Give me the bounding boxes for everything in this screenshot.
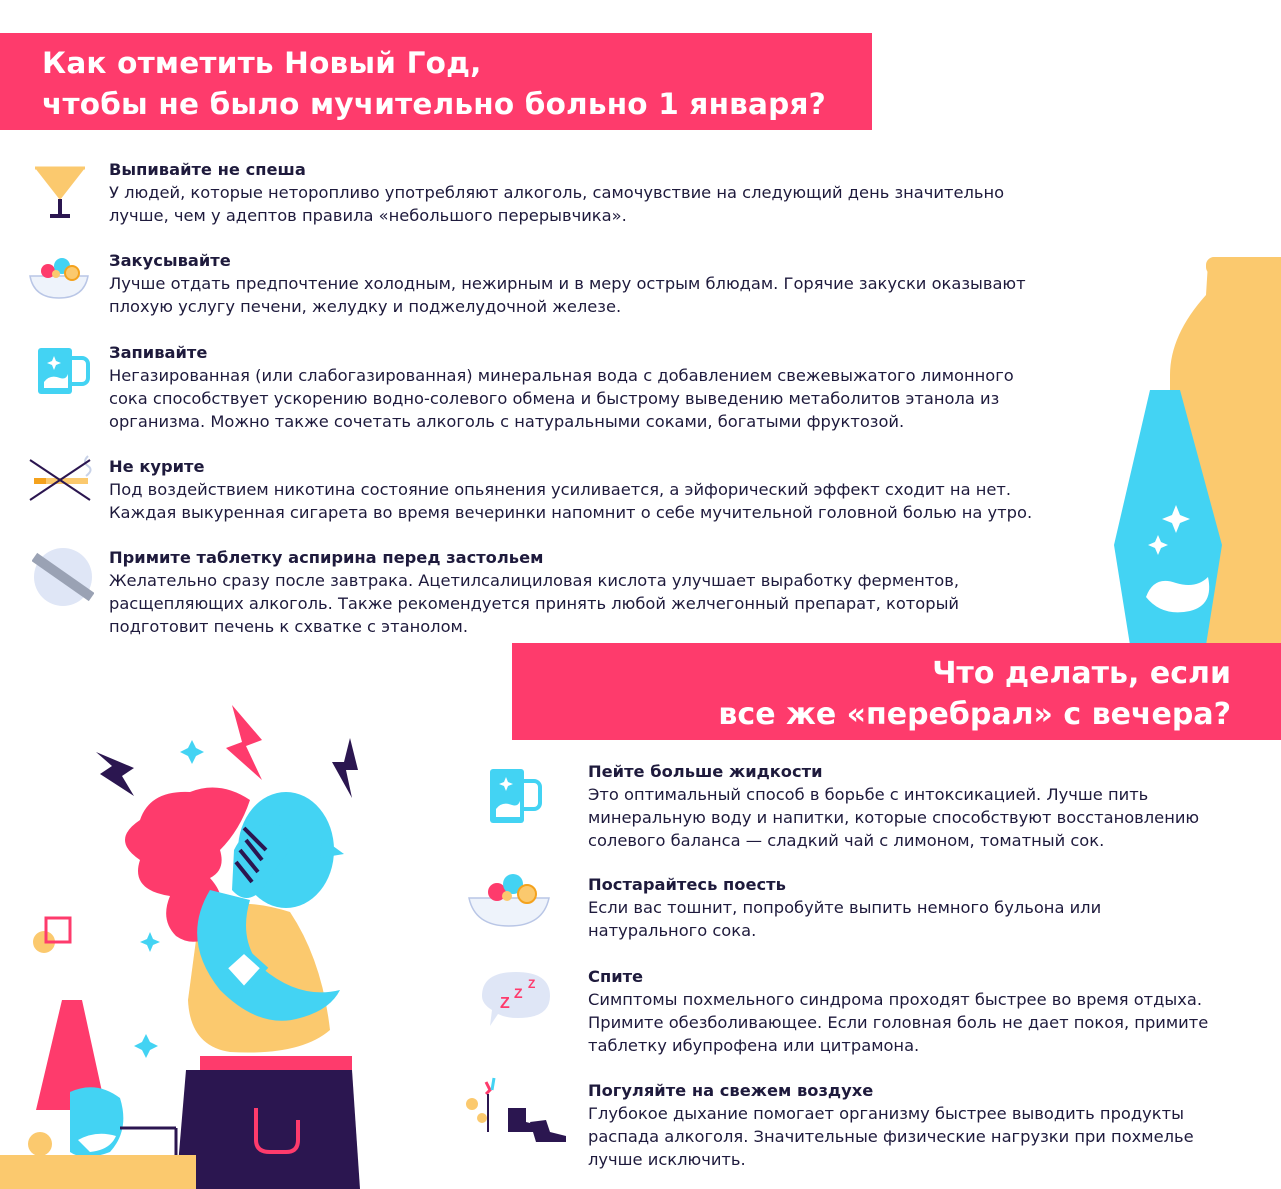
bottle-illustration bbox=[1110, 255, 1281, 645]
tip-no-smoking bbox=[109, 455, 1032, 524]
walking-shoes-icon bbox=[460, 1074, 572, 1150]
svg-text:Z: Z bbox=[500, 995, 510, 1012]
tip-wash-down bbox=[109, 341, 1014, 433]
section-banner bbox=[512, 643, 1281, 740]
section-title bbox=[718, 653, 1231, 735]
tip-walk-outside bbox=[588, 1079, 1194, 1171]
svg-text:Z: Z bbox=[528, 977, 536, 991]
aspirin-pill-icon bbox=[32, 546, 94, 608]
title-line-1: Как отметить Новый Год, bbox=[42, 46, 482, 80]
tip-body: Желательно сразу после завтрака. Ацетилсалициловая кислота улучшает выработку ферментов, расщепляющих алкоголь. Также рекомендуется принять любой желчегонный препарат, который подготовит печень к схватке с этанолом. bbox=[109, 571, 960, 636]
tip-title: Погуляйте на свежем воздухе bbox=[588, 1081, 874, 1100]
tip-title: Закусывайте bbox=[109, 251, 231, 270]
tip-body: Лучше отдать предпочтение холодным, нежирным и в меру острым блюдам. Горячие закуски оказывают плохую услугу печени, желудку и поджелудочной железе. bbox=[109, 274, 1026, 316]
tip-title: Спите bbox=[588, 967, 644, 986]
no-smoking-icon bbox=[28, 452, 94, 504]
tip-title: Выпивайте не спеша bbox=[109, 160, 306, 179]
tip-body: Симптомы похмельного синдрома проходят быстрее во время отдыха. Примите обезболивающее. Если головная боль не дает покоя, примите таблетку ибупрофена или цитрамона. bbox=[588, 990, 1209, 1055]
tip-snack bbox=[109, 249, 1026, 318]
tip-body: Глубокое дыхание помогает организму быстрее выводить продукты распада алкоголя. Значительные физические нагрузки при похмелье лучше исключить. bbox=[588, 1104, 1194, 1169]
svg-text:Z: Z bbox=[514, 985, 523, 1001]
section-title-line-1: Что делать, если bbox=[932, 656, 1231, 691]
page-title bbox=[42, 43, 826, 125]
water-mug-icon bbox=[488, 767, 546, 827]
tip-drink-fluids bbox=[588, 760, 1199, 852]
tip-title: Пейте больше жидкости bbox=[588, 762, 823, 781]
tip-body: Если вас тошнит, попробуйте выпить немного бульона или натурального сока. bbox=[588, 898, 1102, 940]
cocktail-glass-icon bbox=[33, 164, 87, 222]
tip-sleep bbox=[588, 965, 1208, 1057]
sleep-bubble-icon bbox=[478, 968, 554, 1030]
tip-title: Запивайте bbox=[109, 343, 208, 362]
tip-body: Это оптимальный способ в борьбе с интоксикацией. Лучше пить минеральную воду и напитки, которые способствуют восстановлению солевого баланса — сладкий чай с лимоном, томатный сок. bbox=[588, 785, 1200, 850]
tip-body: Под воздействием никотина состояние опьянения усиливается, а эйфорический эффект сходит на нет. Каждая выкуренная сигарета во время вечеринки напомнит о себе мучительной головной болью на утро. bbox=[109, 480, 1033, 522]
salad-bowl-icon bbox=[467, 870, 551, 928]
tip-drink-slowly bbox=[109, 158, 1004, 227]
tip-body: У людей, которые неторопливо употребляют алкоголь, самочувствие на следующий день значительно лучше, чем у адептов правила «небольшого перерывчика». bbox=[109, 183, 1005, 225]
headache-woman-illustration bbox=[0, 700, 420, 1189]
tip-try-to-eat bbox=[588, 873, 1101, 942]
title-banner bbox=[0, 33, 872, 130]
salad-bowl-icon bbox=[28, 254, 90, 300]
tip-body: Негазированная (или слабогазированная) минеральная вода с добавлением свежевыжатого лимонного сока способствует ускорению водно-солевого обмена и быстрому выведению метаболитов этанола из организма. Можно также сочетать алкоголь с натуральными соками, богатыми фруктозой. bbox=[109, 366, 1014, 431]
tip-title: Не курите bbox=[109, 457, 205, 476]
tip-title: Примите таблетку аспирина перед застольем bbox=[109, 548, 544, 567]
section-title-line-2: все же «перебрал» с вечера? bbox=[718, 697, 1231, 732]
tip-aspirin bbox=[109, 546, 959, 638]
tip-title: Постарайтесь поесть bbox=[588, 875, 786, 894]
water-mug-icon bbox=[36, 346, 92, 398]
title-line-2: чтобы не было мучительно больно 1 января? bbox=[42, 87, 826, 121]
